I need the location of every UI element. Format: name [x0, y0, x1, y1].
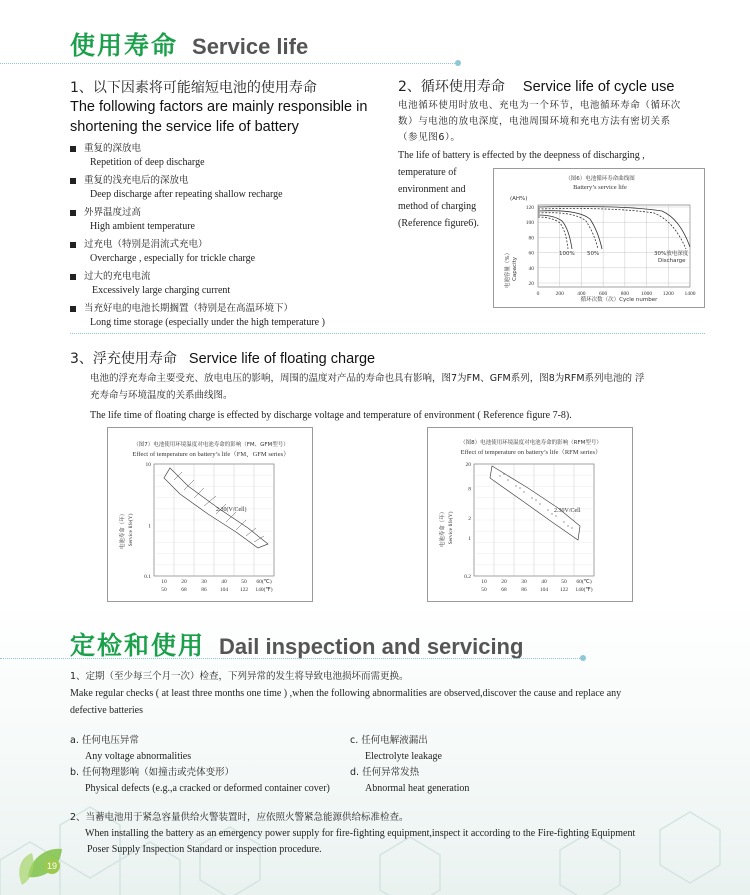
inspection-2-en-2: Poser Supply Inspection Standard or inspection procedure. — [87, 844, 322, 855]
fig6-xlabel: 循环次数（次）Cycle number — [580, 297, 658, 303]
figure-7-fm-gfm-chart — [107, 427, 313, 602]
factor-en: Deep discharge after repeating shallow recharge — [90, 189, 283, 200]
factor-cn: 过大的充电电流 — [84, 271, 151, 282]
fig6-ytick-label: 20 — [528, 281, 534, 287]
header2-title-cn: 定检和使用 — [70, 631, 206, 660]
abnormal-a-en: Any voltage abnormalities — [85, 751, 192, 762]
fig6-label-discharge: Discharge — [658, 258, 686, 264]
fig6-xtick-label: 0 — [536, 291, 540, 297]
fig6-ytick-label: 120 — [525, 205, 534, 211]
fig7-ytick-label: 0.1 — [144, 574, 151, 580]
fig6-ytick-label: 40 — [528, 265, 534, 272]
cycle-para-cn-3: （参见图6）。 — [398, 132, 461, 143]
fig6-plot-frame — [538, 205, 690, 287]
section-header-inspection — [70, 626, 523, 662]
section-divider — [70, 333, 705, 334]
fig8-annotation: 2.30V/Cell — [554, 508, 581, 514]
fig6-xtick-label: 200 — [555, 291, 564, 297]
fig7-xtick-f-label: 104 — [219, 587, 229, 593]
abnormal-c-en: Electrolyte leakage — [365, 751, 442, 762]
bullet-icon — [70, 146, 76, 152]
fig8-xticks — [481, 578, 592, 593]
fig8-ytick-label: 1 — [468, 535, 471, 542]
fig8-title-cn: （图8）电池使用环境温度对电池寿命的影响（RFM型号） — [460, 440, 602, 446]
section-cycle-life — [398, 76, 728, 97]
section-floating-charge — [70, 348, 710, 369]
fig8-grid — [474, 464, 594, 576]
fig6-title-cn: （图6）电池循环寿命曲线图 — [565, 176, 635, 182]
cycle-para-en-5: (Reference figure6). — [398, 218, 480, 229]
factor-item — [70, 204, 390, 236]
fig7-ytick-label: 10 — [145, 462, 151, 468]
fig8-ytick-label: 20 — [465, 462, 471, 468]
factors-title-en-1: The following factors are mainly responsible in — [70, 99, 368, 115]
abnormal-b-en: Physical defects (e.g.,a cracked or deformed container cover) — [85, 783, 330, 794]
fig7-ytick-label: 1 — [148, 523, 151, 530]
fig7-yticks — [144, 462, 151, 580]
factor-item — [70, 172, 390, 204]
fig8-xtick-f-label: 50 — [481, 587, 487, 593]
abnormal-list-right — [350, 733, 630, 797]
bullet-icon — [70, 242, 76, 248]
abnormal-b-cn: b. 任何物理影响（如撞击或壳体变形） — [70, 767, 235, 778]
fig7-xticks — [161, 578, 272, 593]
fig6-ylabel-en: Capacity — [512, 256, 518, 282]
fig6-label-50: 50% — [587, 251, 600, 257]
fig8-ytick-label: 8 — [468, 486, 471, 493]
factors-title-cn: 1、以下因素将可能缩短电池的使用寿命 — [70, 80, 317, 96]
inspection-item-1 — [70, 668, 710, 719]
fig7-xtick-f-label: 50 — [161, 587, 167, 593]
floating-paragraph — [90, 370, 710, 424]
fig8-xtick-f-label: 140(℉) — [575, 587, 593, 593]
factor-en: Repetition of deep discharge — [90, 157, 205, 168]
fig6-ytick-label: 80 — [528, 235, 534, 242]
fig8-band — [490, 466, 580, 540]
factor-cn: 重复的浅充电后的深放电 — [84, 175, 189, 186]
figure-6-cycle-life-chart — [493, 168, 705, 308]
inspection-2-cn: 2、当蓄电池用于紧急容量供给火警装置时，应依照火警紧急能源供给标准检查。 — [70, 812, 409, 823]
factor-item — [70, 140, 390, 172]
fig6-curve-100 — [538, 217, 568, 249]
bullet-icon — [70, 306, 76, 312]
fig7-xtick-f-label: 140(℉) — [255, 587, 273, 593]
fig7-xtick-c-label: 10 — [161, 579, 167, 585]
factor-en: Long time storage (especially under the high temperature ) — [90, 317, 325, 328]
fig7-title-cn: （图7）电池使用环境温度对电池寿命的影响（FM、GFM型号） — [133, 442, 289, 448]
fig6-xtick-label: 1400 — [684, 291, 696, 297]
fig6-xtick-label: 800 — [620, 291, 629, 297]
fig6-curve-50b — [538, 211, 602, 249]
fig8-xtick-f-label: 104 — [539, 587, 549, 593]
bullet-icon — [70, 210, 76, 216]
fig7-title-en: Effect of temperature on battery’s life（FM、GFM series） — [132, 451, 290, 458]
header2-divider — [0, 658, 580, 659]
fig8-xtick-c-label: 50 — [561, 579, 567, 585]
fig7-xtick-f-label: 68 — [181, 587, 187, 593]
fig8-xtick-f-label: 122 — [559, 587, 569, 593]
fig6-curve-100b — [538, 215, 572, 249]
cycle-para-en-4: method of charging — [398, 201, 477, 212]
cycle-paragraph-cn — [398, 98, 708, 146]
factor-cn: 重复的深放电 — [84, 143, 142, 154]
factor-cn: 当充好电的电池长期搁置（特别是在高温环境下） — [84, 303, 294, 314]
cycle-para-en-2: temperature of — [398, 167, 457, 178]
fig6-grid — [538, 205, 690, 287]
factor-en: Excessively large charging current — [92, 285, 231, 296]
fig8-xtick-c-label: 60(℃) — [576, 579, 592, 585]
fig7-xtick-c-label: 40 — [221, 579, 227, 585]
fig6-xtick-label: 1200 — [662, 291, 674, 297]
fig8-xtick-c-label: 10 — [481, 579, 487, 585]
fig8-title-en: Effect of temperature on battery’s life（RFM series） — [460, 449, 602, 456]
fig8-xtick-c-label: 30 — [521, 579, 527, 585]
fig8-ytick-label: 2 — [468, 515, 471, 522]
fig6-ytick-label: 100 — [525, 220, 534, 227]
fig7-xtick-c-label: 60(℃) — [256, 579, 272, 585]
section-header-service-life — [70, 26, 308, 62]
factor-en: Overcharge , especially for trickle charge — [90, 253, 256, 264]
fig8-ylabel-cn: 电池寿命（年） — [440, 508, 446, 548]
figure-7-svg — [108, 428, 314, 603]
figure-8-svg — [428, 428, 634, 603]
divider-dot — [455, 60, 461, 66]
floating-para-cn-1: 电池的浮充寿命主要受充、放电电压的影响，周围的温度对产品的寿命也具有影响，图7为FM、GFM系列，图8为RFM系列电池的 浮 — [90, 373, 645, 384]
abnormal-d-cn: d. 任何异常发热 — [350, 767, 420, 778]
figure-8-rfm-chart — [427, 427, 633, 602]
inspection-1-en-1: Make regular checks ( at least three months one time ) ,when the following abnormalities are observed,discover the cause and replace any — [70, 688, 622, 699]
section-factors — [70, 77, 380, 137]
fig7-xtick-f-label: 122 — [239, 587, 249, 593]
fig8-xtick-f-label: 86 — [521, 587, 527, 593]
fig8-yticks — [464, 462, 471, 580]
fig6-ylabel-cn: 电池容量（%） — [505, 249, 511, 289]
fig6-label-100: 100% — [559, 251, 575, 257]
fig8-xtick-c-label: 40 — [541, 579, 547, 585]
fig8-ylabel-en: Service life(Y) — [448, 511, 454, 545]
header-divider — [0, 63, 455, 64]
header2-title-en: Dail inspection and servicing — [219, 634, 524, 659]
figure-6-svg — [494, 169, 706, 309]
factor-cn: 外界温度过高 — [84, 207, 142, 218]
fig6-xtick-label: 400 — [577, 291, 586, 297]
fig6-curve-30b — [538, 207, 690, 248]
fig7-ylabel-en: Service life(Y) — [128, 513, 134, 547]
cycle-title-en: Service life of cycle use — [522, 79, 675, 95]
fig6-unit: (AH%) — [510, 196, 528, 202]
fig6-xtick-label: 600 — [599, 291, 608, 297]
inspection-2-en-1: When installing the battery as an emergency power supply for fire-fighting equipment,inspect it according to the Fire-fighting Equipment — [85, 828, 636, 839]
inspection-1-en-2: defective batteries — [70, 705, 144, 716]
floating-title-en: Service life of floating charge — [188, 351, 376, 367]
header-title-en: Service life — [192, 34, 309, 59]
fig7-ylabel-cn: 电池寿命（年） — [120, 510, 126, 550]
abnormal-a-cn: a. 任何电压异常 — [70, 735, 139, 746]
inspection-item-2 — [70, 810, 720, 858]
floating-title-cn: 3、浮充使用寿命 — [70, 351, 177, 367]
fig7-xtick-c-label: 30 — [201, 579, 207, 585]
page-number: 19 — [44, 858, 60, 874]
fig6-label-30: 30%放电深度 — [654, 251, 689, 257]
header-title-cn: 使用寿命 — [70, 31, 179, 60]
fig7-xtick-c-label: 50 — [241, 579, 247, 585]
fig7-annotation: 2.30(V/Cell) — [216, 507, 247, 513]
divider2-dot — [580, 655, 586, 661]
cycle-para-cn-1: 电池循环使用时放电、充电为一个环节，电池循环寿命（循环次 — [398, 100, 681, 111]
abnormal-c-cn: c. 任何电解液漏出 — [350, 735, 428, 746]
cycle-para-en-1: The life of battery is effected by the deepness of discharging , — [398, 150, 645, 161]
fig8-xtick-c-label: 20 — [501, 579, 507, 585]
factor-cn: 过充电（特别是涓流式充电） — [84, 239, 208, 250]
fig7-xtick-c-label: 20 — [181, 579, 187, 585]
factors-list — [70, 140, 390, 332]
fig8-ytick-label: 0.2 — [464, 574, 471, 580]
factor-en: High ambient temperature — [90, 221, 195, 232]
fig6-title-en: Battery’s service life — [573, 184, 627, 191]
fig6-curves — [538, 207, 690, 250]
abnormal-list-left — [70, 733, 350, 797]
abnormal-d-en: Abnormal heat generation — [365, 783, 470, 794]
factor-item — [70, 300, 390, 332]
factor-item — [70, 268, 390, 300]
factors-title-en-2: shortening the service life of battery — [70, 119, 299, 135]
factor-item — [70, 236, 390, 268]
bullet-icon — [70, 178, 76, 184]
bullet-icon — [70, 274, 76, 280]
cycle-title-cn: 2、循环使用寿命 — [398, 79, 505, 95]
fig7-xtick-f-label: 86 — [201, 587, 207, 593]
floating-para-en: The life time of floating charge is effected by discharge voltage and temperature of environment ( Reference figure 7-8). — [90, 410, 572, 421]
inspection-1-cn: 1、定期（至少每三个月一次）检查，下列异常的发生将导致电池损坏而需更换。 — [70, 671, 409, 682]
floating-para-cn-2: 充寿命与环境温度的关系曲线图。 — [90, 390, 233, 401]
fig6-curve-30 — [538, 209, 686, 250]
fig8-xtick-f-label: 68 — [501, 587, 507, 593]
cycle-para-en-3: environment and — [398, 184, 466, 195]
fig6-ytick-label: 60 — [528, 250, 534, 257]
fig6-xtick-label: 1000 — [641, 291, 653, 297]
cycle-para-cn-2: 数）与电池的放电深度，电池周围环境和充电方法有密切关系 — [398, 116, 671, 127]
fig6-yticks — [526, 205, 535, 287]
